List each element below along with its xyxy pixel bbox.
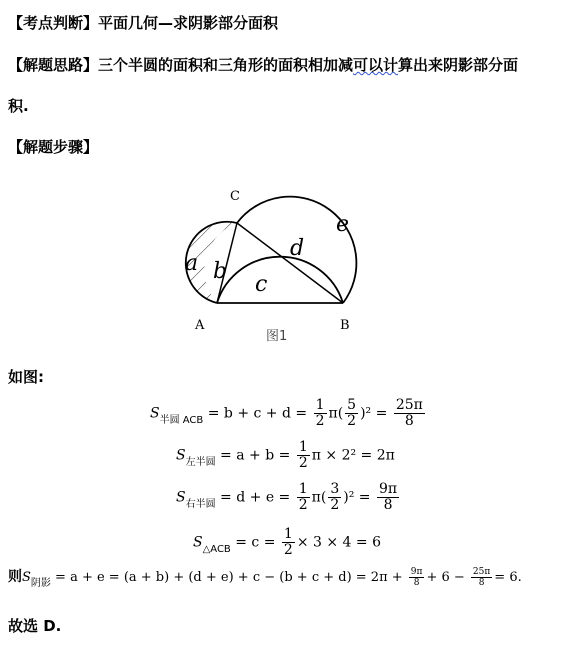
f5-expr: = a + e = (a + b) + (d + e) + c − (b + c + d) = 2π + [55,570,403,585]
f1-frac-1: $\frac{1}{2}$ [315,397,325,429]
approach-text-wavy: 可以计 [353,56,399,74]
final-answer: 故选 D. [8,617,62,635]
point-c-label: C [230,189,240,204]
formula-4 [193,527,381,558]
region-e-label: e [336,212,350,237]
f4-tail: × 3 × 4 = 6 [296,534,381,551]
f2-tail: π × 2² = 2π [311,447,395,464]
region-d-label: d [290,236,305,261]
f5-frac-1: $\frac{9\pi}{8}$ [410,567,423,588]
f5-subscript: 阴影 [30,578,51,589]
geometry-figure [160,175,390,355]
f2-subscript: 左半圆 [185,456,216,468]
f1-result: $\frac{25\pi}{8}$ [395,397,423,429]
f3-expr: = d + e = [220,489,291,506]
conclusion-prefix: 则 [8,569,22,585]
f3-exp: )² = [343,489,371,506]
symbol-s: S [193,534,203,551]
final-answer-line [8,615,61,636]
f4-subscript: △ACB [202,543,231,555]
conclusion-line [8,566,522,588]
symbol-s: S [150,405,160,422]
approach-label: 【解题思路】 [8,56,99,74]
key-point-label: 【考点判断】 [8,14,99,32]
f5-mid: + 6 − [426,570,465,585]
f1-expr: = b + c + d = [207,405,308,422]
region-b-label: b [213,259,228,284]
symbol-s: S [176,489,186,506]
approach-text-1: 三个半圆的面积和三角形的面积相加减 [98,56,354,74]
f2-frac: $\frac{1}{2}$ [298,439,308,471]
f5-tail: = 6. [494,570,522,585]
point-a-label: A [195,318,205,333]
approach-text-3: 积. [8,97,29,115]
key-point-text: 平面几何—求阴影部分面积 [98,14,279,32]
approach-line [8,54,518,75]
figure-caption: 图1 [266,329,288,344]
symbol-s: S [22,570,31,585]
intro-text: 如图: [8,368,44,386]
formula-1 [150,398,427,429]
f3-result: $\frac{9\pi}{8}$ [378,481,398,513]
symbol-s: S [176,447,186,464]
point-b-label: B [340,318,350,333]
steps-label: 【解题步骤】 [8,138,99,156]
f1-subscript: 半圆 ACB [159,414,204,426]
intro-line [8,366,44,387]
approach-text-2: 算出来阴影部分面 [398,56,519,74]
f2-expr: = a + b = [220,447,291,464]
formula-3 [176,482,401,513]
steps-line [8,136,98,157]
f3-frac-2: $\frac{3}{2}$ [330,481,340,513]
approach-line-cont [8,95,29,116]
f1-exp: )² = [360,405,388,422]
region-c-label: c [255,272,268,297]
formula-2 [176,440,395,471]
f3-subscript: 右半圆 [185,498,216,510]
key-point-line [8,12,278,33]
big-semicircle [217,257,343,303]
f3-frac-1: $\frac{1}{2}$ [298,481,308,513]
f1-frac-2: $\frac{5}{2}$ [347,397,357,429]
region-a-label: a [185,251,199,276]
f5-frac-2: $\frac{25\pi}{8}$ [472,567,491,588]
f4-frac: $\frac{1}{2}$ [283,526,293,558]
f1-pi: π( [328,405,344,422]
f4-expr: = c = [235,534,276,551]
f3-pi: π( [311,489,327,506]
